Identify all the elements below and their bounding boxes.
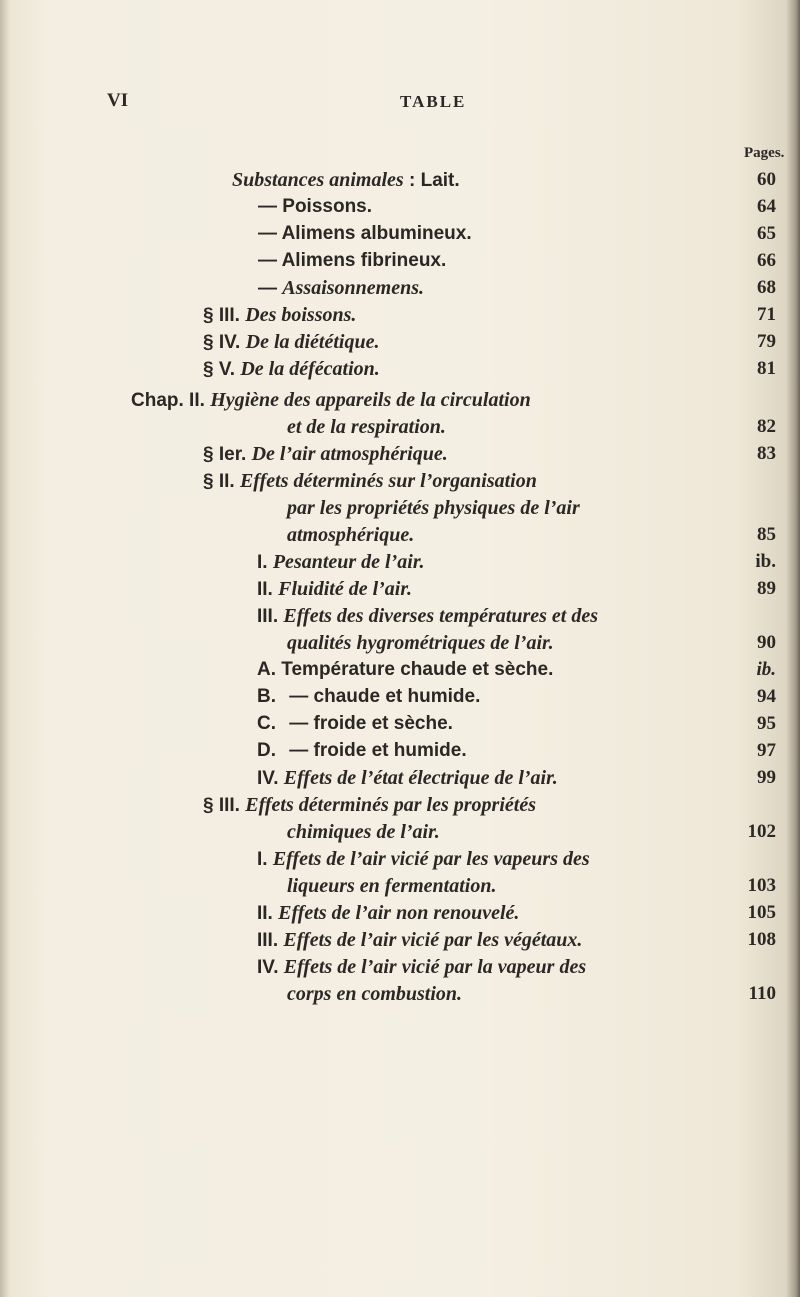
toc-entry	[0, 955, 800, 981]
entry-label: — froide et humide.	[289, 740, 467, 761]
entry-page: 65	[757, 223, 776, 244]
entry-title: Alimens albumineux.	[281, 223, 472, 244]
entry-prefix: III.	[257, 930, 284, 951]
entry-title: chimiques de l’air.	[287, 821, 440, 843]
toc-entry	[0, 847, 800, 873]
entry-page: 103	[747, 875, 776, 896]
toc-entry	[0, 982, 800, 1008]
entry-title: Fluidité de l’air.	[278, 578, 413, 600]
entry-prefix: § Ier.	[203, 444, 252, 465]
entry-prefix: —	[258, 223, 282, 244]
toc-entry	[0, 739, 800, 765]
toc-entry	[0, 276, 800, 302]
toc-entry	[0, 550, 800, 576]
entry-title: Effets déterminés sur l’organisation	[239, 470, 537, 492]
entry-prefix: Chap. II.	[131, 390, 211, 411]
page-number: VI	[107, 90, 129, 111]
entry-page: 110	[748, 983, 776, 1004]
toc-entry	[0, 874, 800, 900]
entry-page: 83	[757, 443, 776, 464]
entry-prefix: I.	[257, 849, 273, 870]
entry-page: ib.	[756, 659, 776, 680]
entry-label: — froide et sèche.	[289, 713, 453, 734]
running-title: TABLE	[400, 92, 467, 111]
entry-prefix: —	[258, 250, 282, 271]
entry-page: 99	[757, 767, 776, 788]
entry-title: Des boissons.	[245, 304, 357, 326]
entry-suffix: : Lait.	[403, 170, 460, 191]
entry-title: Assaisonnemens.	[282, 277, 424, 299]
toc-entry	[0, 577, 800, 603]
toc-entry	[0, 523, 800, 549]
toc-entry	[0, 222, 800, 248]
entry-title: Substances animales	[232, 169, 404, 191]
entry-page: 94	[757, 686, 776, 707]
entry-page: 95	[757, 713, 776, 734]
entry-prefix: § III.	[203, 795, 246, 816]
toc-entry	[0, 658, 800, 684]
entry-title: De la défécation.	[240, 358, 380, 380]
entry-page: 82	[757, 416, 776, 437]
entry-page: 68	[757, 277, 776, 298]
toc-entry	[0, 195, 800, 221]
entry-title: Pesanteur de l’air.	[272, 551, 425, 573]
entry-prefix: D.	[257, 740, 282, 761]
page-header	[0, 90, 800, 120]
toc-entry	[0, 442, 800, 468]
entry-page: 64	[757, 196, 776, 217]
entry-title: corps en combustion.	[287, 983, 463, 1005]
entry-title: Hygiène des appareils de la circulation	[210, 389, 531, 411]
pages-column-heading: Pages.	[744, 145, 785, 161]
entry-prefix: IV.	[257, 957, 284, 978]
entry-prefix: B.	[257, 686, 282, 707]
toc-entry	[0, 928, 800, 954]
toc-entry	[0, 496, 800, 522]
entry-prefix: § V.	[203, 359, 241, 380]
entry-prefix: II.	[257, 903, 279, 924]
toc-entry	[0, 631, 800, 657]
entry-title: Effets de l’air vicié par les vapeurs des	[272, 848, 590, 870]
entry-prefix: —	[258, 196, 283, 217]
entry-page: 66	[757, 250, 776, 271]
toc-entry	[0, 415, 800, 441]
entry-prefix: § IV.	[203, 332, 246, 353]
entry-label: Température chaude et sèche.	[281, 659, 554, 680]
toc-entry	[0, 604, 800, 630]
entry-title: Effets de l’air non renouvelé.	[278, 902, 520, 924]
entry-prefix: I.	[257, 552, 273, 573]
entry-title: Effets déterminés par les propriétés	[245, 794, 536, 816]
entry-title: De l’air atmosphérique.	[251, 443, 448, 465]
entry-prefix: § II.	[203, 471, 240, 492]
entry-page: ib.	[755, 551, 776, 572]
toc-entry	[0, 249, 800, 275]
entry-page: 97	[757, 740, 776, 761]
entry-page: 102	[747, 821, 776, 842]
entry-title: De la diététique.	[245, 331, 380, 353]
entry-title: Alimens fibrineux.	[281, 250, 447, 271]
entry-title: et de la respiration.	[287, 416, 446, 438]
entry-prefix: § III.	[203, 305, 246, 326]
entry-page: 90	[757, 632, 776, 653]
toc-entry	[0, 330, 800, 356]
entry-prefix: II.	[257, 579, 279, 600]
toc-entry	[0, 357, 800, 383]
toc-entry	[0, 820, 800, 846]
entry-title: liqueurs en fermentation.	[287, 875, 497, 897]
entry-label: — chaude et humide.	[289, 686, 481, 707]
entry-prefix: —	[258, 278, 283, 299]
entry-page: 85	[757, 524, 776, 545]
entry-prefix: IV.	[257, 768, 284, 789]
entry-page: 105	[747, 902, 776, 923]
entry-title: par les propriétés physiques de l’air	[287, 497, 580, 519]
toc-entry	[0, 388, 800, 414]
entry-prefix: III.	[257, 606, 284, 627]
entry-title: Effets de l’air vicié par la vapeur des	[283, 956, 587, 978]
toc-entry	[0, 685, 800, 711]
toc-entry	[0, 303, 800, 329]
entry-prefix: C.	[257, 713, 282, 734]
toc-entry	[0, 766, 800, 792]
toc-entry	[0, 901, 800, 927]
entry-page: 89	[757, 578, 776, 599]
toc-entry	[0, 168, 800, 194]
entry-prefix: A.	[257, 659, 282, 680]
entry-title: atmosphérique.	[287, 524, 415, 546]
entry-title: Effets de l’état électrique de l’air.	[283, 767, 558, 789]
entry-page: 71	[757, 304, 776, 325]
entry-page: 108	[747, 929, 776, 950]
entry-page: 60	[757, 169, 776, 190]
entry-title: Poissons.	[282, 196, 373, 217]
toc-entry	[0, 469, 800, 495]
entry-title: Effets des diverses températures et des	[283, 605, 598, 627]
toc-entry	[0, 793, 800, 819]
entry-page: 81	[757, 358, 776, 379]
toc-entry	[0, 712, 800, 738]
entry-title: Effets de l’air vicié par les végétaux.	[283, 929, 583, 951]
entry-page: 79	[757, 331, 776, 352]
entry-title: qualités hygrométriques de l’air.	[287, 632, 554, 654]
